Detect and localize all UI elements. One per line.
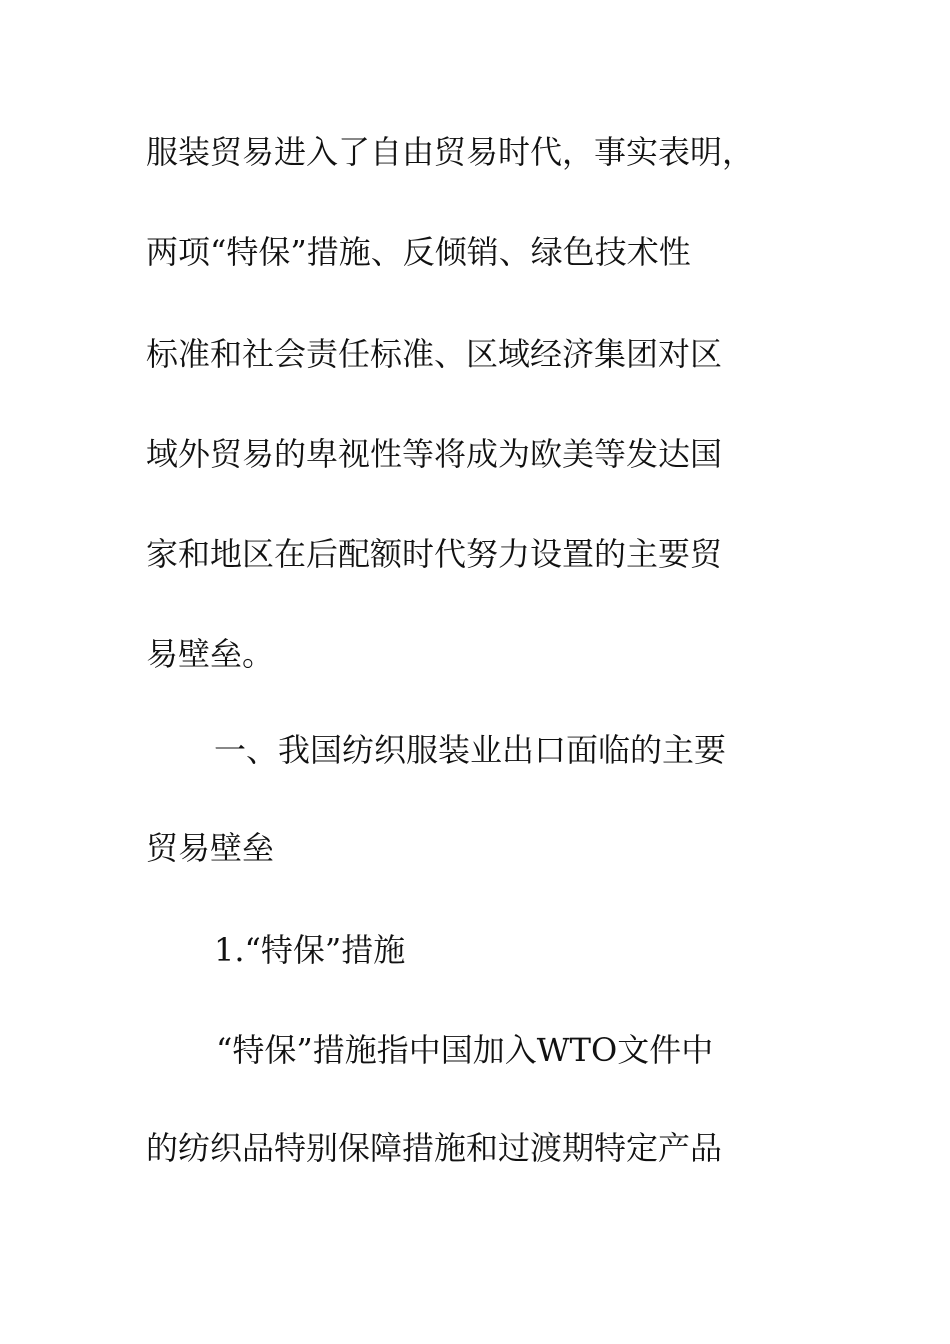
section-heading-line-1: 一、我国纺织服装业出口面临的主要: [214, 731, 727, 769]
paragraph-line-6: 易壁垒。: [146, 635, 275, 673]
paragraph-line-5: 家和地区在后配额时代努力设置的主要贸: [146, 535, 723, 573]
paragraph-line-2: 两项“特保”措施、反倾销、绿色技术性: [146, 233, 691, 271]
paragraph-line-4: 域外贸易的卑视性等将成为欧美等发达国: [146, 435, 723, 473]
section-heading-line-2: 贸易壁垒: [146, 829, 275, 867]
subsection-heading: 1.“特保”措施: [214, 931, 406, 969]
paragraph-2-line-2: 的纺织品特别保障措施和过渡期特定产品: [146, 1129, 723, 1167]
paragraph-line-3: 标准和社会责任标准、区域经济集团对区: [146, 335, 723, 373]
paragraph-2-line-1: “特保”措施指中国加入WTO文件中: [216, 1031, 714, 1069]
paragraph-line-1: 服装贸易进入了自由贸易时代，事实表明，: [146, 133, 755, 171]
